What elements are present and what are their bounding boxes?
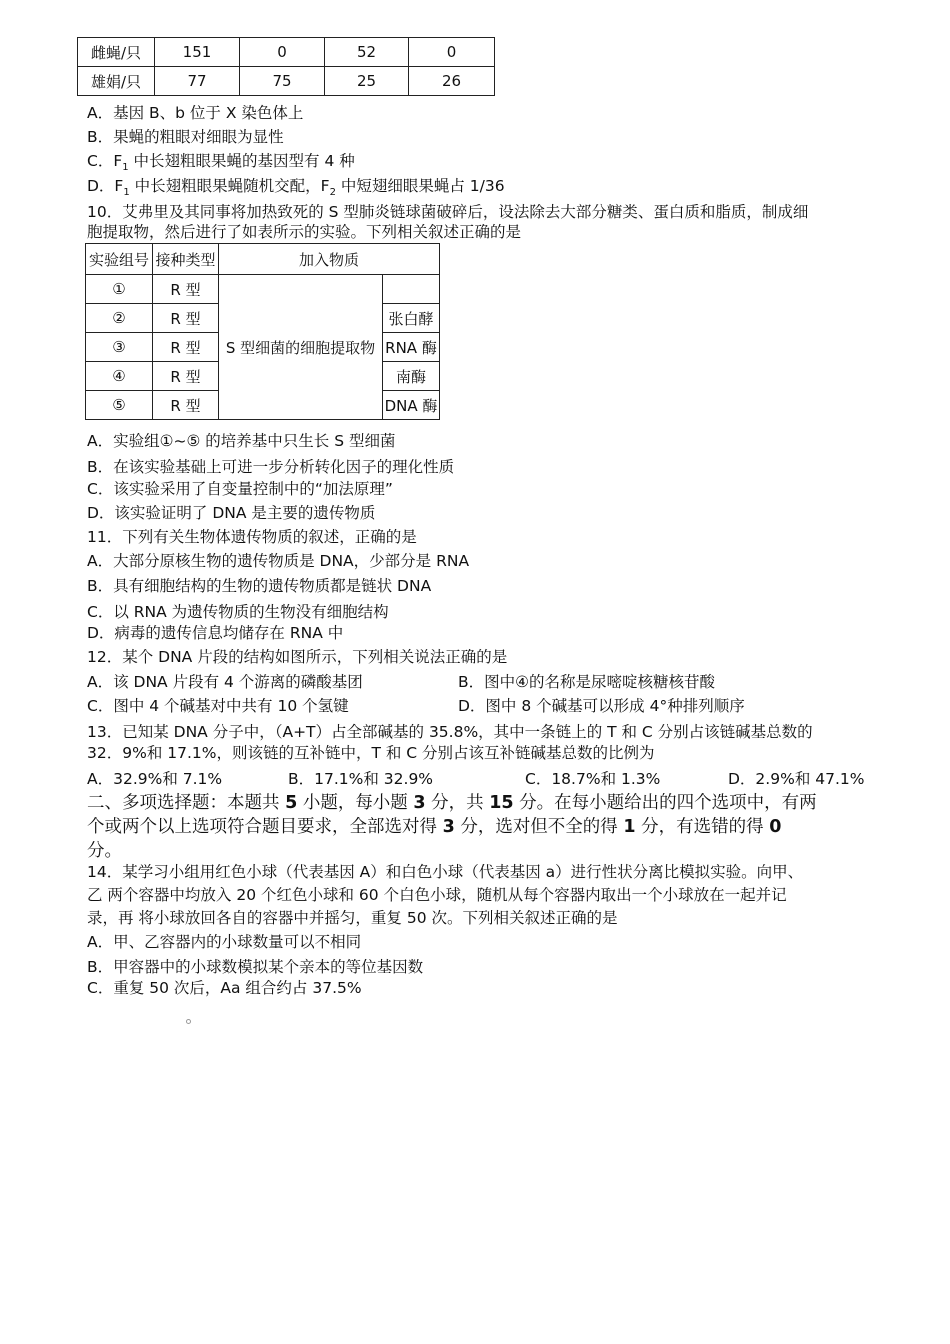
number: 0 xyxy=(769,817,782,837)
header-added: 加入物质 xyxy=(219,244,440,275)
group-number: ① xyxy=(86,275,153,304)
q12-stem: 12．某个 DNA 片段的结构如图所示，下列相关说法正确的是 xyxy=(87,648,508,666)
q13-option-d: D．2.9%和 47.1% xyxy=(728,770,865,788)
table-cell: 25 xyxy=(325,67,409,96)
q11-option-b: B．具有细胞结构的生物的遗传物质都是链状 DNA xyxy=(87,577,432,595)
text: D．F xyxy=(87,177,124,195)
number: 1 xyxy=(623,817,636,837)
q13-stem-line1: 13．已知某 DNA 分子中，（A+T）占全部碱基的 35.8%，其中一条链上的 T 和 C 分别占该链碱基总数的 xyxy=(87,723,813,741)
q11-option-c: C．以 RNA 为遗传物质的生物没有细胞结构 xyxy=(87,603,389,621)
header-type: 接种类型 xyxy=(153,244,219,275)
q9-option-a: A．基因 B、b 位于 X 染色体上 xyxy=(87,104,304,122)
q11-stem: 11．下列有关生物体遗传物质的叙述，正确的是 xyxy=(87,528,417,546)
text: 二、多项选择题：本题共 xyxy=(87,793,286,813)
q14-stem-line3: 录，再 将小球放回各自的容器中并摇匀，重复 50 次。下列相关叙述正确的是 xyxy=(87,909,618,927)
group-number: ⑤ xyxy=(86,391,153,420)
table-cell: 0 xyxy=(240,38,325,67)
text: 中长翅粗眼果蝇的基因型有 4 种 xyxy=(128,152,355,170)
q13-option-a: A．32.9%和 7.1% xyxy=(87,770,223,788)
q12-option-a: A．该 DNA 片段有 4 个游离的磷酸基团 xyxy=(87,673,363,691)
table-cell: 26 xyxy=(409,67,495,96)
subscript: 2 xyxy=(329,187,336,199)
table-header-row xyxy=(86,244,440,275)
q14-stem-line2: 乙 两个容器中均放入 20 个红色小球和 60 个白色小球，随机从每个容器内取出一个小球放在一起并记 xyxy=(87,886,787,904)
table-cell: 151 xyxy=(155,38,240,67)
number: 3 xyxy=(442,817,455,837)
q12-option-c: C．图中 4 个碱基对中共有 10 个氢键 xyxy=(87,697,349,715)
text: 中短翅细眼果蝇占 1/36 xyxy=(335,177,505,195)
section2-heading-line3: 分。 xyxy=(87,841,122,861)
number: 5 xyxy=(285,793,298,813)
group-number: ② xyxy=(86,304,153,333)
table-row xyxy=(78,38,495,67)
inoculation-type: R 型 xyxy=(153,333,219,362)
text: 分，共 xyxy=(425,793,490,813)
header-group: 实验组号 xyxy=(86,244,153,275)
text: 分，选对但不全的得 xyxy=(454,817,624,837)
q10-option-a: A．实验组①~⑤ 的培养基中只生长 S 型细菌 xyxy=(87,432,396,450)
enzyme-cell: RNA 酶 xyxy=(383,333,440,362)
q10-option-b: B．在该实验基础上可进一步分析转化因子的理化性质 xyxy=(87,458,455,476)
q10-option-d: D．该实验证明了 DNA 是主要的遗传物质 xyxy=(87,504,376,522)
text: 中长翅粗眼果蝇随机交配，F xyxy=(129,177,330,195)
table-row xyxy=(86,275,440,304)
q14-stem-line1: 14．某学习小组用红色小球（代表基因 A）和白色小球（代表基因 a）进行性状分离比模拟实验。向甲、 xyxy=(87,863,804,881)
q9-option-c xyxy=(87,151,355,178)
extract-cell: S 型细菌的细胞提取物 xyxy=(219,275,383,420)
q10-option-c: C．该实验采用了自变量控制中的“加法原理” xyxy=(87,480,393,498)
group-number: ③ xyxy=(86,333,153,362)
number: 15 xyxy=(489,793,514,813)
q10-stem-line2: 胞提取物，然后进行了如表所示的实验。下列相关叙述正确的是 xyxy=(87,223,522,241)
text: 分，有选错的得 xyxy=(635,817,770,837)
q10-stem-line1: 10．艾弗里及其同事将加热致死的 S 型肺炎链球菌破碎后，设法除去大部分糖类、蛋白质和脂质，制成细 xyxy=(87,203,809,221)
enzyme-cell: DNA 酶 xyxy=(383,391,440,420)
experiment-table xyxy=(85,243,440,420)
enzyme-cell: 张白酵 xyxy=(383,304,440,333)
number: 3 xyxy=(413,793,426,813)
table-cell: 77 xyxy=(155,67,240,96)
text: 小题，每小题 xyxy=(297,793,414,813)
table-cell: 75 xyxy=(240,67,325,96)
text: C．F xyxy=(87,152,123,170)
table-cell: 0 xyxy=(409,38,495,67)
table-cell: 52 xyxy=(325,38,409,67)
inoculation-type: R 型 xyxy=(153,391,219,420)
inoculation-type: R 型 xyxy=(153,304,219,333)
row-label: 雄娟/只 xyxy=(78,67,155,96)
group-number: ④ xyxy=(86,362,153,391)
q14-option-a: A．甲、乙容器内的小球数量可以不相同 xyxy=(87,933,362,951)
inoculation-type: R 型 xyxy=(153,275,219,304)
q13-option-b: B．17.1%和 32.9% xyxy=(288,770,434,788)
q11-option-d: D．病毒的遗传信息均储存在 RNA 中 xyxy=(87,624,344,642)
subscript: 1 xyxy=(122,162,129,174)
fly-count-table xyxy=(77,37,495,96)
subscript: 1 xyxy=(123,187,130,199)
text: 分。在每小题给出的四个选项中，有两 xyxy=(513,793,817,813)
q9-option-d xyxy=(87,176,505,203)
section2-heading-line2 xyxy=(87,815,781,839)
row-label: 雌蝇/只 xyxy=(78,38,155,67)
q11-option-a: A．大部分原核生物的遗传物质是 DNA，少部分是 RNA xyxy=(87,552,470,570)
section2-heading-line1 xyxy=(87,791,817,815)
table-row xyxy=(78,67,495,96)
text: 个或两个以上选项符合题目要求，全部选对得 xyxy=(87,817,443,837)
q14-option-c: C．重复 50 次后，Aa 组合约占 37.5% xyxy=(87,979,362,997)
enzyme-cell: 南酶 xyxy=(383,362,440,391)
q9-option-b: B．果蝇的粗眼对细眼为显性 xyxy=(87,128,284,146)
stray-dot xyxy=(186,1019,191,1024)
q14-option-b: B．甲容器中的小球数模拟某个亲本的等位基因数 xyxy=(87,958,424,976)
inoculation-type: R 型 xyxy=(153,362,219,391)
q12-option-d: D．图中 8 个碱基可以形成 4°种排列顺序 xyxy=(458,697,745,715)
q13-option-c: C．18.7%和 1.3% xyxy=(525,770,661,788)
q12-option-b: B．图中④的名称是尿嘧啶核糖核苷酸 xyxy=(458,673,716,691)
q13-stem-line2: 32．9%和 17.1%，则该链的互补链中，T 和 C 分别占该互补链碱基总数的比例为 xyxy=(87,744,655,762)
enzyme-cell xyxy=(383,275,440,304)
